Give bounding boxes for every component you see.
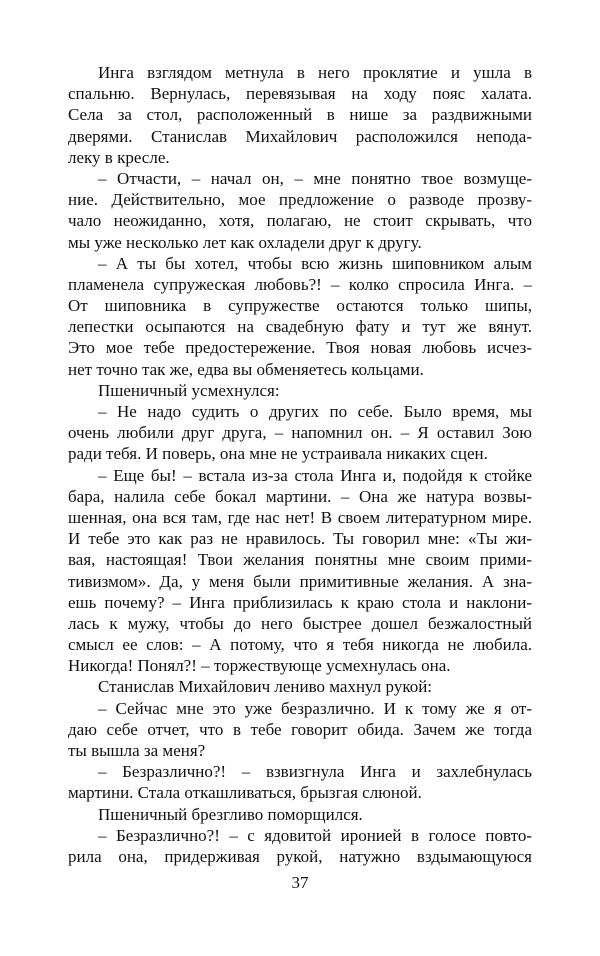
text-line: чало неожиданно, хотя, полагаю, не стоит скрывать, что [68,211,532,231]
text-line: лась к мужу, чтобы до него быстрее дошел безжалостный [68,613,532,633]
text-line: Пшеничный усмехнулся: [98,380,280,400]
text-line: ради тебя. И поверь, она мне не устраивала никаких сцен. [68,444,488,464]
text-line: лепестки осыпаются на свадебную фату и тут же вянут. [68,317,532,337]
text-line: Это мое тебе предостережение. Твоя новая любовь исчез- [68,338,532,358]
text-line: пламенела супружеская любовь?! – колко спросила Инга. – [68,274,532,294]
text-line: даю себе отчет, что в тебе говорит обида. Зачем же тогда [68,719,532,739]
text-line: смысл ее слов: – А потому, что я тебя никогда не любила. [68,635,532,655]
text-line: ние. Действительно, мое предложение о разводе прозву- [68,190,532,210]
page-number: 37 [291,873,309,892]
text-line: – Безразлично?! – с ядовитой иронией в голосе повто- [98,825,532,845]
text-line: – Не надо судить о других по себе. Было время, мы [98,402,532,421]
text-line: – Безразлично?! – взвизгнула Инга и захлебнулась [98,762,532,782]
text-line: Инга взглядом метнула в него проклятие и ушла в [98,63,532,82]
text-line: вая, настоящая! Твои желания понятны мне своим прими- [68,550,532,570]
text-line: шенная, она вся там, где нас нет! В своем литературном мире. [68,507,532,527]
text-line: – А ты бы хотел, чтобы всю жизнь шиповником алым [98,253,532,273]
text-line: мартини. Стала откашливаться, брызгая слюной. [68,783,422,803]
text-line: рила она, придерживая рукой, натужно вздымающуюся [68,846,532,866]
text-line: леку в кресле. [68,147,170,167]
text-line: мы уже несколько лет как охладели друг к другу. [68,232,422,252]
text-line: дверями. Станислав Михайлович расположился непода- [68,126,532,146]
text-line: тивизмом». Да, у меня были примитивные желания. А зна- [68,571,532,591]
text-line: спальню. Вернулась, перевязывая на ходу пояс халата. [68,84,532,104]
text-line: – Сейчас мне это уже безразлично. И к тому же я от- [98,698,532,718]
text-line: – Еще бы! – встала из-за стола Инга и, подойдя к стойке [98,465,532,485]
book-page-text [68,62,532,867]
text-line: И тебе это как раз не нравилось. Ты говорил мне: «Ты жи- [68,529,532,549]
text-line: очень любили друг друга, – напомнил он. – Я оставил Зою [68,423,532,443]
text-line: бара, налила себе бокал мартини. – Она же натура возвы- [68,486,532,506]
text-line: Станислав Михайлович лениво махнул рукой: [98,677,433,697]
text-line: Никогда! Понял?! – торжествующе усмехнулась она. [68,656,451,676]
text-line: ты вышла за меня? [68,741,206,760]
text-line: Пшеничный брезгливо поморщился. [98,804,363,824]
text-line: От шиповника в супружестве остаются только шипы, [68,296,532,316]
text-line: нет точно так же, едва вы обменяетесь кольцами. [68,359,424,379]
text-line: Села за стол, расположенный в нише за раздвижными [68,105,532,125]
text-line: ешь почему? – Инга приблизилась к краю стола и наклони- [68,592,532,612]
text-line: – Отчасти, – начал он, – мне понятно твое возмуще- [98,168,532,188]
